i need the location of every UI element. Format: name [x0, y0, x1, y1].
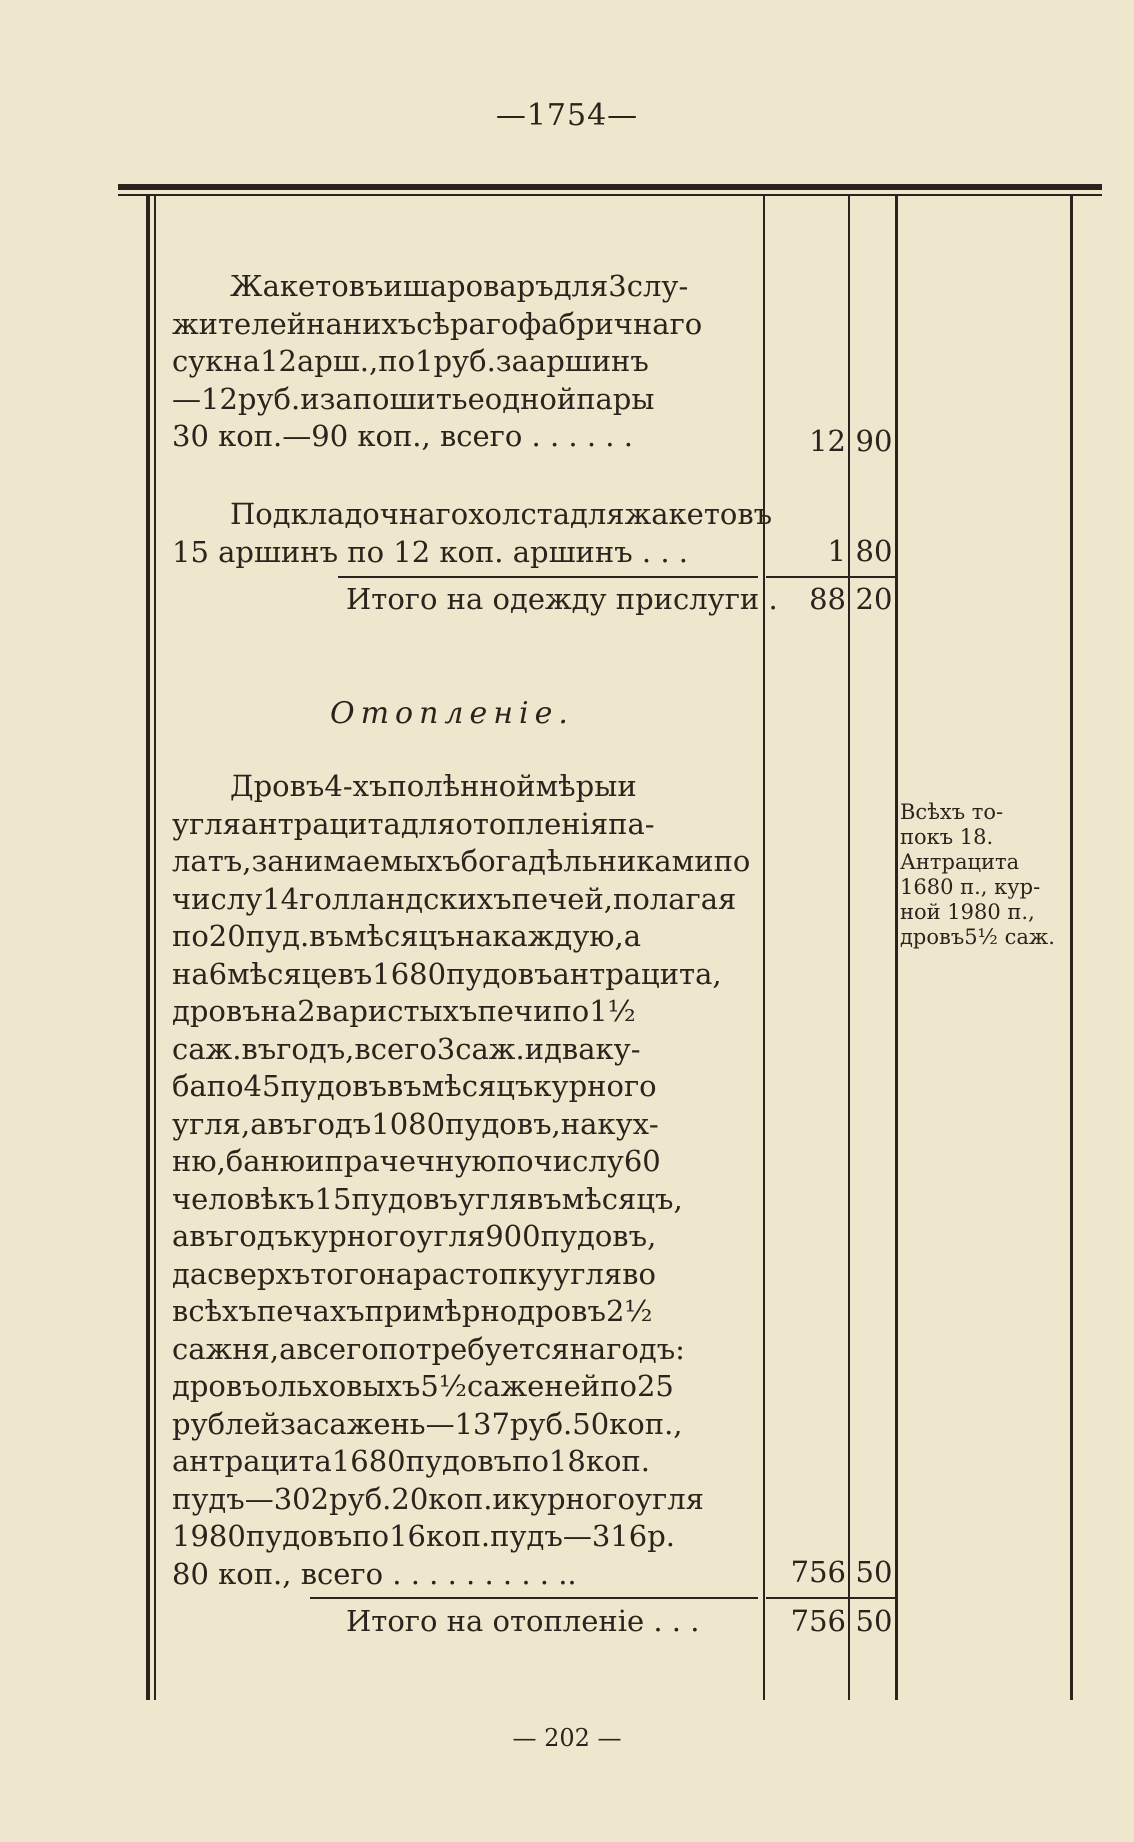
item-jackets-rubles: 12	[809, 424, 846, 458]
total-heating-rubles: 756	[790, 1604, 846, 1638]
text-line: сажня,авсегопотребуетсянагодъ:	[172, 1331, 685, 1366]
total-heating-label: Итого на отопленіе . . .	[346, 1604, 700, 1638]
text-line: числу14голландскихъпечей,полагая	[172, 881, 737, 916]
left-border-line	[146, 196, 150, 1700]
text-line: дасверхътогонарастопкуугляво	[172, 1256, 656, 1291]
text-line: латъ,занимаемыхъбогадѣльникамипо	[172, 844, 751, 878]
text-line: жителейнанихъсѣрагофабричнаго	[172, 306, 703, 341]
text-line: рублейзасажень—137руб.50коп.,	[172, 1406, 683, 1441]
item-lining-rubles: 1	[827, 534, 846, 568]
text-line: саж.въгодъ,всего3саж.идваку-	[172, 1031, 641, 1066]
item-heating	[172, 768, 750, 1593]
total-rule-amount	[766, 576, 898, 578]
side-note-line: Антрацита	[900, 850, 1020, 874]
rubles-column-line	[763, 196, 765, 1700]
item-lining-kopecks: 80	[855, 534, 893, 568]
text-line: 80 коп., всего . . . . . . . . . ..	[172, 1556, 577, 1591]
text-line: человѣкъ15пудовъуглявъмѣсяцъ,	[172, 1181, 683, 1216]
side-note-line: 1680 п., кур-	[900, 875, 1041, 899]
top-rule-thick	[118, 184, 1102, 190]
total-clothing-rubles: 88	[809, 582, 846, 616]
text-line: всѣхъпечахъпримѣрнодровъ2½	[172, 1294, 653, 1328]
item-heating-kopecks: 50	[855, 1555, 893, 1589]
page-number: —1754—	[495, 98, 639, 133]
total-heating-kopecks: 50	[855, 1604, 893, 1638]
total-rule	[310, 1597, 758, 1599]
footer-page-number: — 202 —	[512, 1724, 622, 1752]
text-line: по20пуд.въмѣсяцънакаждую,а	[172, 919, 642, 953]
text-line: Дровъ4-хъполѣнноймѣрыи	[230, 769, 637, 803]
text-line: сукна12арш.,по1руб.зааршинъ	[172, 344, 649, 378]
total-clothing-kopecks: 20	[855, 582, 893, 616]
text-line: Подкладочнагохолстадляжакетовъ	[230, 497, 773, 531]
total-clothing-label: Итого на одежду прислуги .	[346, 582, 778, 616]
text-line: 30 коп.—90 коп., всего . . . . . .	[172, 419, 633, 453]
notes-column-line	[895, 196, 898, 1700]
text-line: дровъна2варистыхъпечипо1½	[172, 994, 636, 1028]
right-border-line	[1070, 196, 1073, 1700]
text-line: 15 аршинъ по 12 коп. аршинъ . . .	[172, 534, 688, 569]
text-line: —12руб.изапошитьеоднойпары	[172, 381, 655, 416]
text-line: на6мѣсяцевъ1680пудовъантрацита,	[172, 956, 722, 991]
total-rule-amount	[766, 1597, 898, 1599]
text-line: ню,банюипрачечнуюпочислу60	[172, 1144, 661, 1178]
item-jackets	[172, 268, 750, 456]
text-line: Жакетовъишароваръдля3слу-	[230, 269, 689, 303]
text-line: 1980пудовъпо16коп.пудъ—316р.	[172, 1519, 675, 1553]
side-note-line: Всѣхъ то-	[900, 800, 1004, 824]
text-line: угля,авъгодъ1080пудовъ,накух-	[172, 1106, 659, 1141]
text-line: авъгодъкурногоугля900пудовъ,	[172, 1219, 657, 1253]
side-note-line: ной 1980 п.,	[900, 900, 1035, 924]
text-line: угляантрацитадляотопленіяпа-	[172, 806, 655, 841]
side-note	[900, 800, 1060, 950]
text-line: бапо45пудовъвъмѣсяцъкурного	[172, 1069, 657, 1103]
item-jackets-kopecks: 90	[855, 424, 893, 458]
section-heading: Отопленіе.	[330, 696, 574, 731]
item-lining	[172, 496, 773, 571]
text-line: пудъ—302руб.20коп.икурногоугля	[172, 1481, 704, 1516]
side-note-line: дровъ5½ саж.	[900, 925, 1055, 949]
left-border-line-inner	[154, 196, 156, 1700]
top-rule-thin	[118, 194, 1102, 196]
side-note-line: покъ 18.	[900, 825, 994, 849]
item-heating-rubles: 756	[790, 1555, 846, 1589]
kopecks-column-line	[848, 196, 850, 1700]
total-rule	[338, 576, 758, 578]
text-line: дровъольховыхъ5½саженейпо25	[172, 1369, 674, 1403]
text-line: антрацита1680пудовъпо18коп.	[172, 1444, 650, 1478]
